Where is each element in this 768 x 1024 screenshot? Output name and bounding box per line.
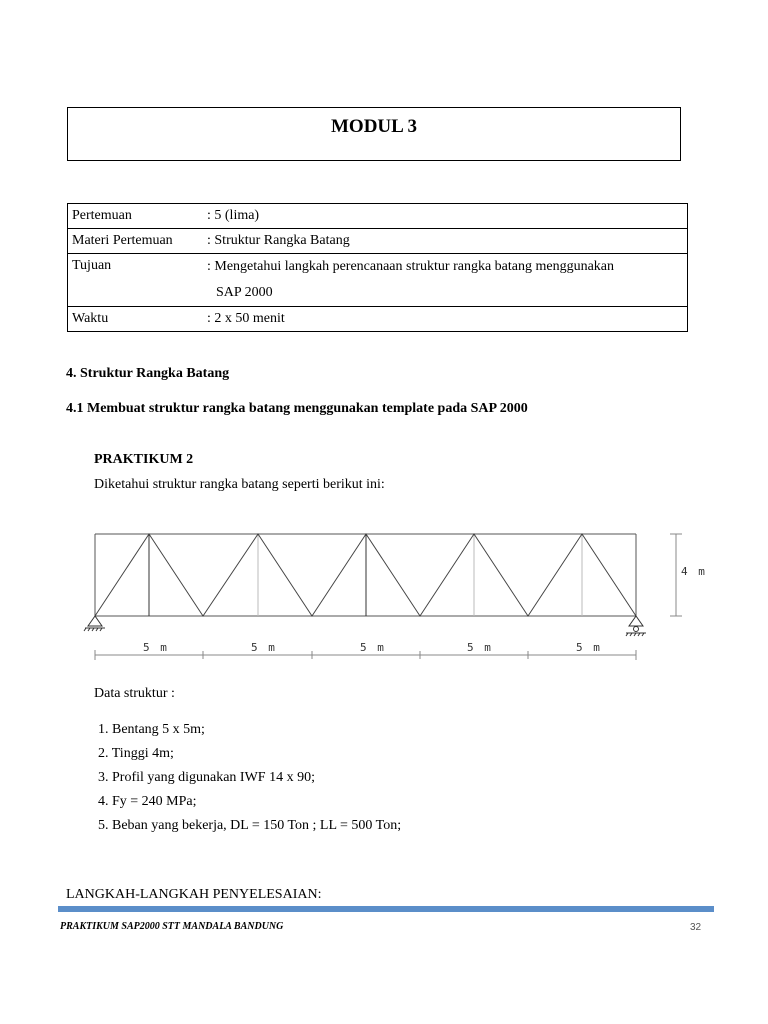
info-value: : 5 (lima) [203,204,688,229]
list-item: 1. Bentang 5 x 5m; [98,722,205,737]
info-table [67,203,688,332]
list-item: 4. Fy = 240 MPa; [98,794,197,809]
page-number: 32 [690,922,702,933]
praktikum-title: PRAKTIKUM 2 [94,452,194,467]
data-struktur-list [98,718,401,838]
info-label: Pertemuan [68,204,204,229]
footer-title: PRAKTIKUM SAP2000 STT MANDALA BANDUNG [60,921,284,932]
span-label: 5 m [467,641,493,654]
info-value: : Struktur Rangka Batang [203,229,688,254]
section-subheading: 4.1 Membuat struktur rangka batang menggunakan template pada SAP 2000 [66,401,528,416]
span-label: 5 m [576,641,602,654]
praktikum-intro: Diketahui struktur rangka batang seperti berikut ini: [94,477,385,492]
langkah-title: LANGKAH-LANGKAH PENYELESAIAN: [66,887,322,902]
info-row-materi [68,229,688,254]
truss-diagram [0,520,768,670]
span-label: 5 m [360,641,386,654]
span-label: 5 m [143,641,169,654]
footer-bar [58,906,714,912]
info-row-waktu [68,307,688,332]
list-item: 5. Beban yang bekerja, DL = 150 Ton ; LL = 500 Ton; [98,818,402,833]
pin-support-icon [84,616,105,631]
roller-support-icon [626,616,646,636]
info-value [203,254,688,307]
modul-title: MODUL 3 [330,116,418,137]
list-item: 2. Tinggi 4m; [98,746,174,761]
modul-title-box [67,107,681,161]
height-label: 4 m [681,565,707,578]
info-label: Materi Pertemuan [68,229,204,254]
section-heading: 4. Struktur Rangka Batang [66,366,230,381]
info-row-pertemuan [68,204,688,229]
info-value-line1: : Mengetahui langkah perencanaan struktur rangka batang menggunakan [207,259,615,274]
info-label: Waktu [68,307,204,332]
info-label: Tujuan [68,254,204,307]
span-label: 5 m [251,641,277,654]
info-row-tujuan [68,254,688,307]
data-struktur-title: Data struktur : [94,686,175,701]
list-item: 3. Profil yang digunakan IWF 14 x 90; [98,770,315,785]
info-value-line2: SAP 2000 [216,285,273,300]
info-value: : 2 x 50 menit [203,307,688,332]
